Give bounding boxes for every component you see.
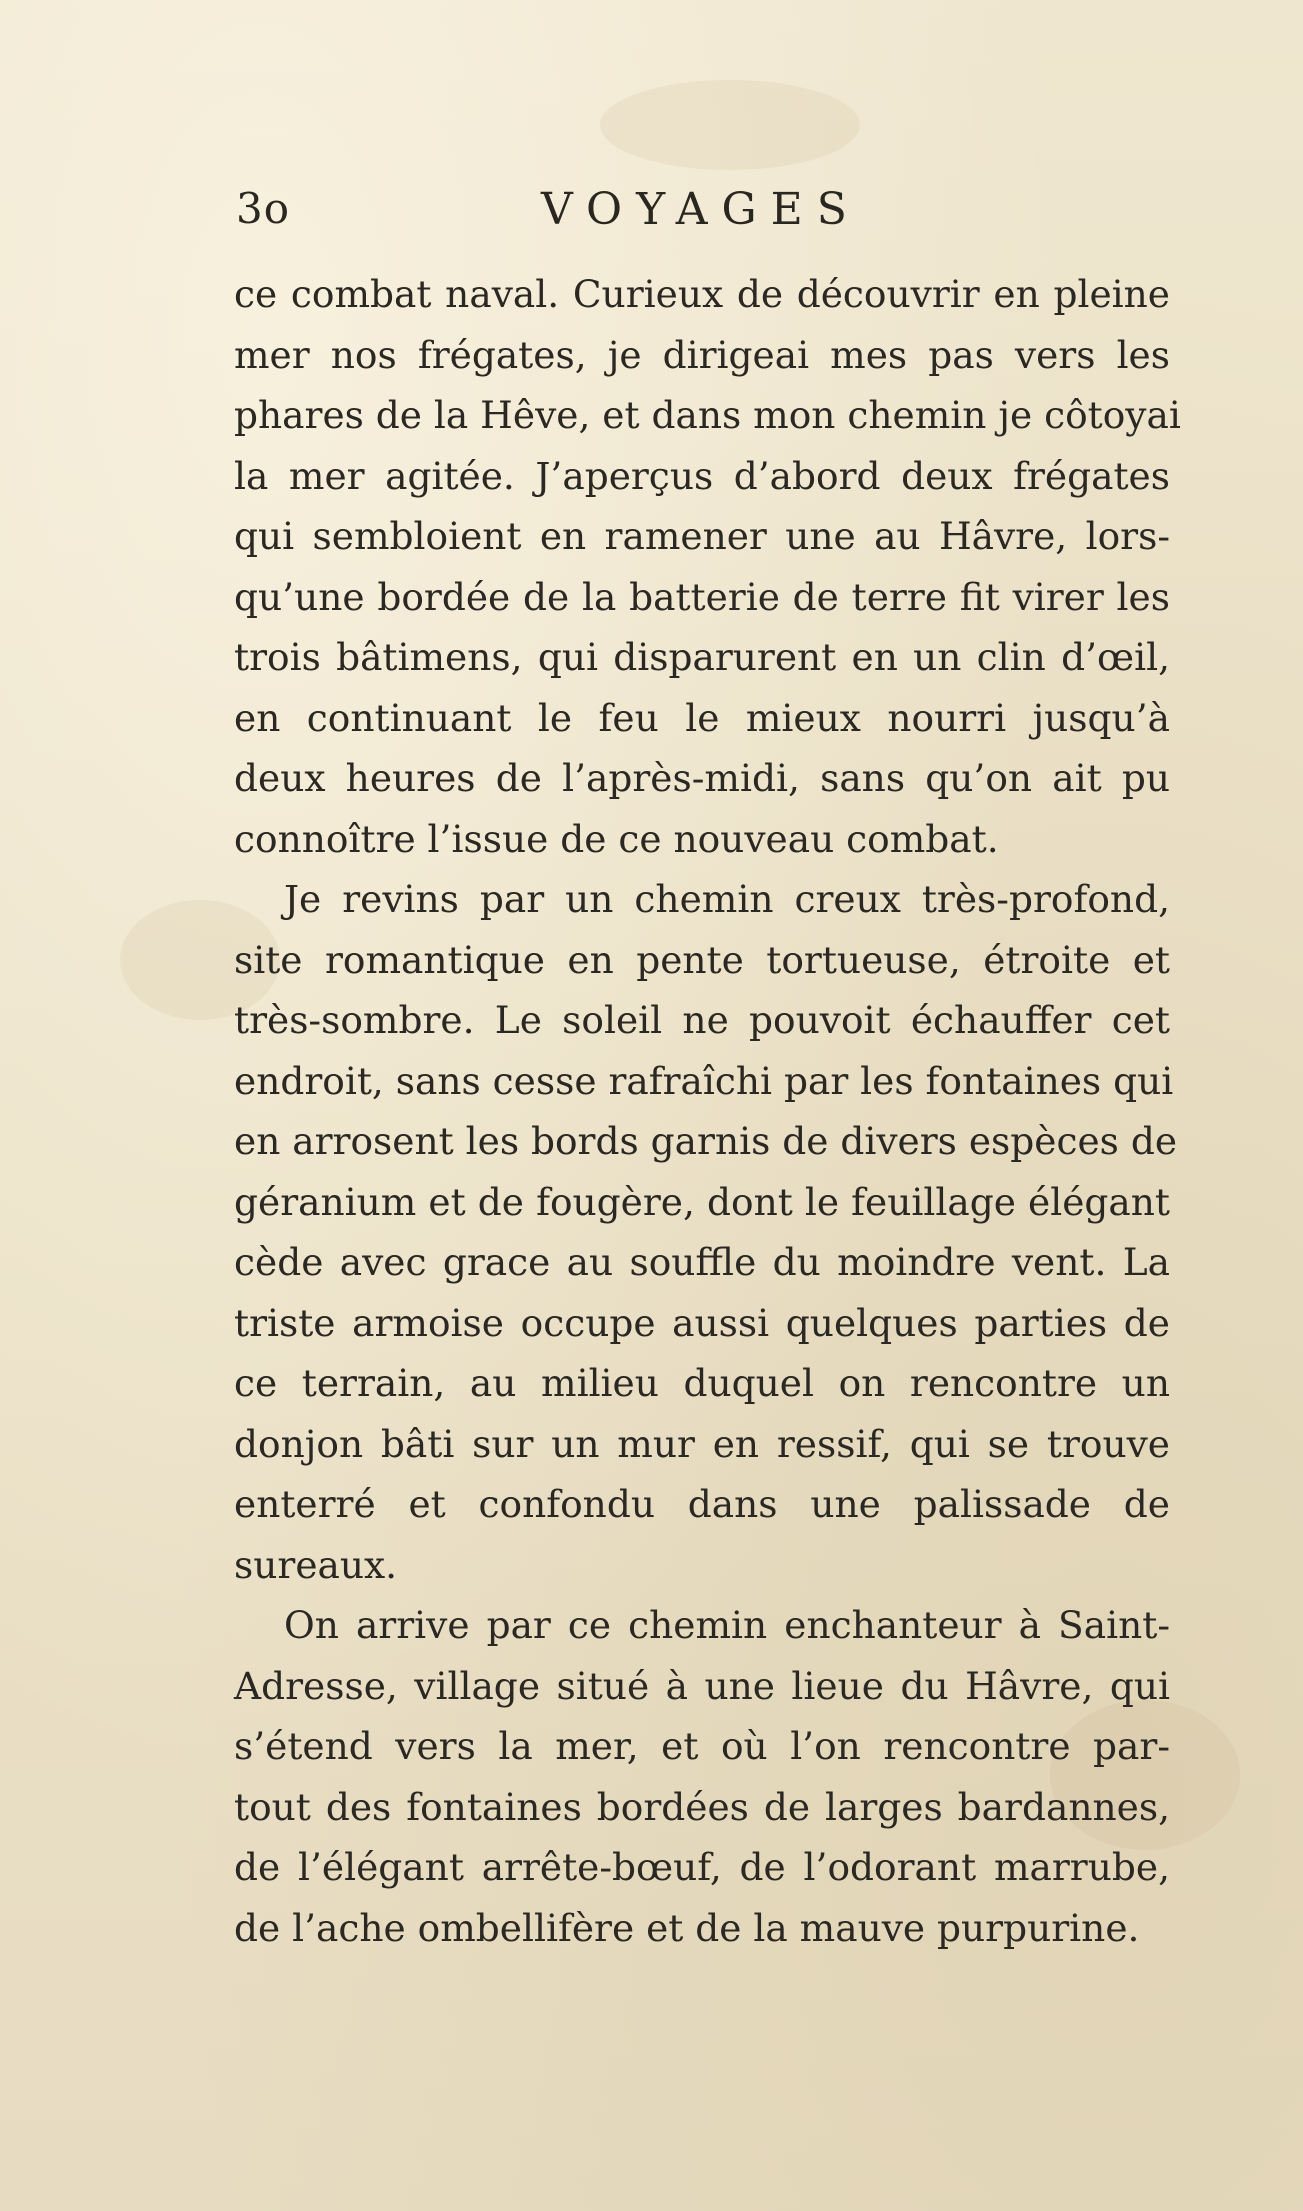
text-line: trois bâtimens, qui disparurent en un clin d’œil, (234, 635, 1170, 679)
text-line: phares de la Hêve, et dans mon chemin je côtoyai (234, 393, 1181, 437)
paragraph (234, 869, 1178, 1595)
paragraph (234, 264, 1181, 869)
text-line: site romantique en pente tortueuse, étroite et (234, 937, 1170, 982)
text-line: qui sembloient en ramener une au Hâvre, lors- (234, 514, 1170, 558)
text-line: donjon bâti sur un mur en ressif, qui se trouve (234, 1421, 1170, 1466)
text-line: sureaux. (234, 1542, 398, 1587)
text-line: cède avec grace au souffle du moindre vent. La (234, 1240, 1170, 1284)
text-line: en continuant le feu le mieux nourri jusqu’à (234, 695, 1170, 740)
paper-stain (600, 80, 860, 170)
text-line: de l’ache ombellifère et de la mauve purpurine. (234, 1905, 1140, 1950)
text-line: endroit, sans cesse rafraîchi par les fontaines qui (234, 1058, 1174, 1103)
page-header (236, 184, 1156, 244)
text-line: tout des fontaines bordées de larges bardannes, (234, 1784, 1170, 1829)
text-line: ce terrain, au milieu duquel on rencontre un (234, 1361, 1170, 1405)
text-line: de l’élégant arrête-bœuf, de l’odorant marrube, (234, 1845, 1170, 1889)
text-line: la mer agitée. J’aperçus d’abord deux frégates (234, 453, 1170, 498)
text-line: Je revins par un chemin creux très-profond, (284, 877, 1170, 921)
running-head: VOYAGES (541, 184, 861, 235)
text-line: connoître l’issue de ce nouveau combat. (234, 816, 999, 861)
body-text (234, 264, 1181, 1958)
text-line: qu’une bordée de la batterie de terre fit virer les (234, 574, 1170, 619)
text-line: ce combat naval. Curieux de découvrir en pleine (234, 272, 1170, 316)
text-line: géranium et de fougère, dont le feuillage élégant (234, 1179, 1170, 1224)
text-line: On arrive par ce chemin enchanteur à Saint- (284, 1603, 1170, 1647)
page-number: 3o (236, 184, 291, 233)
text-line: s’étend vers la mer, et où l’on rencontre par- (234, 1724, 1170, 1768)
text-line: en arrosent les bords garnis de divers espèces de (234, 1119, 1178, 1163)
text-line: deux heures de l’après-midi, sans qu’on ait pu (234, 756, 1170, 800)
text-line: mer nos frégates, je dirigeai mes pas vers les (234, 332, 1170, 377)
text-line: triste armoise occupe aussi quelques parties de (234, 1300, 1170, 1345)
text-line: Adresse, village situé à une lieue du Hâvre, qui (234, 1663, 1170, 1708)
paragraph (234, 1595, 1170, 1958)
text-line: très-sombre. Le soleil ne pouvoit échauffer cet (234, 998, 1170, 1042)
text-line: enterré et confondu dans une palissade de (234, 1482, 1170, 1526)
